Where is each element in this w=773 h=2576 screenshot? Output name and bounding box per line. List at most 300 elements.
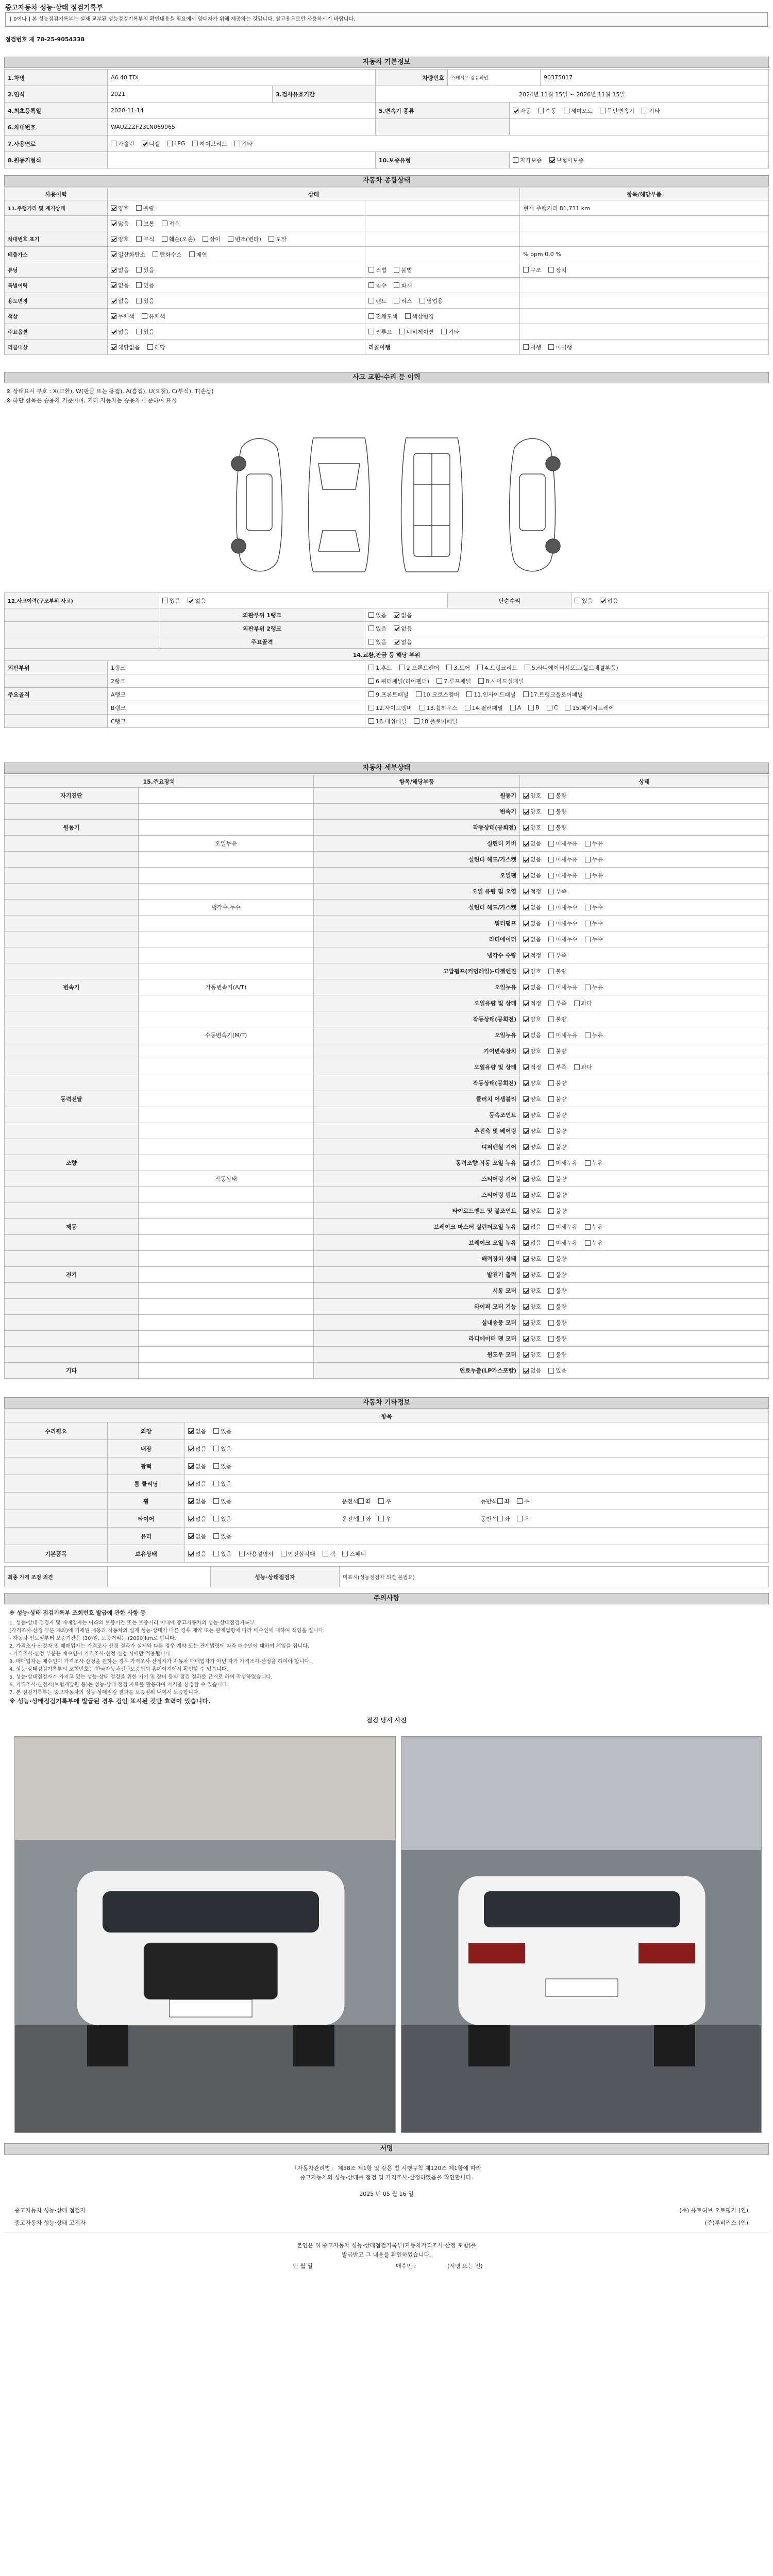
- checkbox-option[interactable]: 없음: [188, 1462, 206, 1470]
- state-row: [4, 216, 769, 231]
- detail-row: 실린더 헤드/가스켓 없음 미세누유 누유: [4, 852, 769, 868]
- detail-row: 라디에이터 팬 모터 양호 불량: [4, 1331, 769, 1347]
- section-cautions: 주의사항: [4, 1593, 769, 1604]
- checkbox-option[interactable]: 불량: [548, 1350, 566, 1359]
- checkbox-option[interactable]: 14.필러패널: [465, 704, 503, 712]
- section-other-info: 자동차 기타정보: [4, 1397, 769, 1409]
- pricer-label: 중고자동차 성능·상태 고지자: [14, 2219, 86, 2226]
- checkbox-option[interactable]: A: [510, 704, 522, 711]
- checkbox-option[interactable]: 미세누유: [548, 871, 578, 879]
- checkbox-option[interactable]: 있음: [575, 597, 593, 605]
- checkbox-option[interactable]: 가솔린: [111, 140, 135, 148]
- checkbox-option[interactable]: 잭: [323, 1550, 335, 1558]
- pricer-sign: (주)루비커스 (인): [704, 2219, 748, 2226]
- checkbox-option[interactable]: 부족: [548, 887, 566, 895]
- checkbox-option[interactable]: 장치: [548, 266, 566, 274]
- detail-row: 냉각수 수량 적정 부족: [4, 947, 769, 963]
- detail-row: 윈도우 모터 양호 불량: [4, 1347, 769, 1363]
- checkbox-option[interactable]: 미세누유: [548, 1223, 578, 1231]
- detail-row: 조향 동력조향 작동 오일 누유 없음 미세누유 누유: [4, 1155, 769, 1171]
- checkbox-option[interactable]: 불량: [548, 1047, 566, 1055]
- checkbox-option[interactable]: 없음: [523, 1223, 541, 1231]
- cautions-head: ※ 성능·상태 점검기록부 조회번호 발급에 관한 사항 등: [9, 1609, 146, 1616]
- checkbox-option[interactable]: 없음: [188, 1532, 206, 1540]
- checkbox-option[interactable]: 미세누유: [548, 855, 578, 863]
- detail-row: 수동변속기(M/T) 오일누유 없음 미세누유 누유: [4, 1027, 769, 1043]
- checkbox-option[interactable]: 썬루프: [368, 328, 392, 336]
- checkbox-option[interactable]: 없음: [523, 919, 541, 927]
- photo-title: 점검 당시 사진: [366, 1717, 407, 1724]
- checkbox-option[interactable]: 기타: [441, 328, 459, 336]
- detail-row: 자기진단 원동기 양호 불량: [4, 788, 769, 804]
- checkbox-option[interactable]: 없음: [188, 1427, 206, 1435]
- detail-row: 브레이크 오일 누유 없음 미세누유 누유: [4, 1235, 769, 1251]
- receipt-line2: 발급받고 그 내용을 확인하였습니다.: [342, 2251, 431, 2258]
- checkbox-option[interactable]: 불법: [394, 266, 412, 274]
- doc-number: 점검번호 제 78-25-9054338: [5, 36, 85, 43]
- checkbox-option[interactable]: 9.프론트패널: [368, 690, 409, 699]
- detail-row: 변속기 양호 불량: [4, 804, 769, 820]
- other-row: 기본품목 보유상태 없음 있음 사용설명서 안전삼각대 잭 스패너: [4, 1545, 769, 1563]
- checkbox-option[interactable]: 자동: [513, 107, 531, 115]
- checkbox-option[interactable]: 기타: [234, 140, 253, 148]
- detail-row: 작동상태(공회전) 양호 불량: [4, 1075, 769, 1091]
- detail-row: 배력장치 상태 양호 불량: [4, 1251, 769, 1267]
- checkbox-option[interactable]: 누수: [585, 919, 603, 927]
- checkbox-option[interactable]: 불량: [548, 1191, 566, 1199]
- checkbox-option[interactable]: 없음: [111, 266, 129, 274]
- checkbox-option[interactable]: C: [547, 704, 558, 711]
- checkbox-option[interactable]: 없음: [111, 281, 129, 290]
- checkbox-option[interactable]: 있음: [213, 1445, 231, 1453]
- checkbox-option[interactable]: 보통: [136, 219, 154, 228]
- detail-row: 작동상태(공회전) 양호 불량: [4, 1011, 769, 1027]
- checkbox-option[interactable]: 누유: [585, 1239, 603, 1247]
- state-row: 11.주행거리 및 계기상태 양호 불량 현재 주행거리 81,731 km: [4, 200, 769, 216]
- detail-row: 기타 연료누출(LP가스포함) 없음 있음: [4, 1363, 769, 1379]
- detail-row: 실내송풍 모터 양호 불량: [4, 1315, 769, 1331]
- checkbox-option[interactable]: 있음: [213, 1497, 231, 1505]
- car-photo-front: [14, 1736, 396, 2133]
- state-row: 용도변경 없음 있음 렌트 리스 영업용: [4, 293, 769, 309]
- caution-line: 5. 성능·상태점검자가 가지고 있는 성능·상태 점검을 위한 기기 및 장비 등의 점검 결과를 근거로 하여 작성하였습니다.: [9, 1674, 273, 1680]
- state-row: 차대번호 표기 양호 부식 훼손(오손) 상이 변조(변타) 도말: [4, 231, 769, 247]
- detail-row: 라디에이터 없음 미세누수 누수: [4, 931, 769, 947]
- car-photo-rear: [401, 1736, 762, 2133]
- checkbox-option[interactable]: 3.도어: [446, 664, 470, 672]
- checkbox-option[interactable]: 양호: [523, 1286, 541, 1295]
- checkbox-option[interactable]: 양호: [523, 791, 541, 800]
- checkbox-option[interactable]: 적정: [523, 1063, 541, 1071]
- checkbox-option[interactable]: 있음: [136, 281, 154, 290]
- detail-row: 타이로드엔드 및 볼조인트 양호 불량: [4, 1203, 769, 1219]
- other-row: 수리필요 외장 없음 있음: [4, 1422, 769, 1440]
- checkbox-option[interactable]: 변조(변타): [228, 235, 261, 243]
- checkbox-option[interactable]: 양호: [523, 1350, 541, 1359]
- checkbox-option[interactable]: 누유: [585, 855, 603, 863]
- checkbox-option[interactable]: 없음: [523, 871, 541, 879]
- checkbox-option[interactable]: 하이브리드: [192, 140, 227, 148]
- checkbox-option[interactable]: 불량: [548, 967, 566, 975]
- checkbox-option[interactable]: LPG: [167, 140, 185, 147]
- checkbox-option[interactable]: 디젤: [142, 140, 160, 148]
- detail-row: 추진축 및 베어링 양호 불량: [4, 1123, 769, 1139]
- checkbox-option[interactable]: 불량: [548, 1143, 566, 1151]
- checkbox-option[interactable]: 6.쿼터패널(리어펜더): [368, 677, 429, 685]
- checkbox-option[interactable]: 양호: [523, 1270, 541, 1279]
- checkbox-option[interactable]: 17.트렁크플로어패널: [523, 690, 583, 699]
- checkbox-option[interactable]: 좌: [497, 1515, 510, 1523]
- checkbox-option[interactable]: 없음: [523, 1366, 541, 1375]
- checkbox-option[interactable]: 일산화탄소: [111, 250, 145, 259]
- checkbox-option[interactable]: 양호: [523, 1175, 541, 1183]
- checkbox-option[interactable]: 양호: [523, 1047, 541, 1055]
- checkbox-option[interactable]: B: [528, 704, 540, 711]
- checkbox-option[interactable]: 불량: [548, 1175, 566, 1183]
- checkbox-option[interactable]: 18.플로어패널: [414, 717, 458, 725]
- checkbox-option[interactable]: 보험사보증: [549, 156, 584, 164]
- checkbox-option[interactable]: 7.루프패널: [436, 677, 471, 685]
- checkbox-option[interactable]: 누유: [585, 839, 603, 848]
- checkbox-option[interactable]: 세미오토: [564, 107, 593, 115]
- receipt-date: 년 월 일: [293, 2263, 313, 2269]
- basic-info-table: 1.차명 A6 40 TDI 차량번호 스페시프 컴퓨피언 90375017 2.연식 2021 3.검사유효기간 2024년 11월 15일 ~ 2026년 11월 15일 4.최초등록일 2020-11-14 5.변속기 종류 자동 수동 세미오토 무단변속기 기타 6.차대번호 WAUZZZF23LN069965 7.사용연료 가솔린 디젤 LPG 하이브리드 기타 8.원동기형식 10.보증유형 자가보증 보험사보증: [4, 69, 769, 168]
- checkbox-option[interactable]: 양호: [523, 1079, 541, 1087]
- inspector-label: 중고자동차 성능·상태 점검자: [14, 2207, 86, 2214]
- checkbox-option[interactable]: 있음: [213, 1550, 231, 1558]
- buyer-label: 매수인 :: [396, 2263, 416, 2269]
- checkbox-option[interactable]: 미세누수: [548, 919, 578, 927]
- checkbox-option[interactable]: 미세누유: [548, 839, 578, 848]
- checkbox-option[interactable]: 무채색: [111, 312, 135, 320]
- section-overall-state: 자동차 종합상태: [4, 175, 769, 187]
- checkbox-option[interactable]: 16.대쉬패널: [368, 717, 407, 725]
- other-row: 타이어 없음 있음 운전석 좌 우 동반석 좌 우: [4, 1510, 769, 1528]
- checkbox-option[interactable]: 불량: [548, 1286, 566, 1295]
- checkbox-option[interactable]: 없음: [523, 983, 541, 991]
- checkbox-option[interactable]: 있음: [368, 638, 386, 646]
- state-row: 주요옵션 없음 있음 썬루프 네비게이션 기타: [4, 324, 769, 340]
- checkbox-option[interactable]: 우: [517, 1515, 530, 1523]
- checkbox-option[interactable]: 양호: [523, 1095, 541, 1103]
- caution-line: - 자동차 인도일부터 보증기간은 (30)일, 보증거리는 (2000)km로 합니다.: [9, 1636, 176, 1641]
- state-row: 배출가스 일산화탄소 탄화수소 매연 % ppm 0.0 %: [4, 247, 769, 262]
- caution-line: 2. 가격조사·산정자 및 매매업자는 가격조사·산정 결과가 실제와 다른 경우 계약 또는 관계법령에 따라 매수인에 대하여 책임을 집니다.: [9, 1643, 309, 1649]
- checkbox-option[interactable]: 탄화수소: [153, 250, 182, 259]
- checkbox-option[interactable]: 15.패키지트레이: [565, 704, 614, 712]
- checkbox-option[interactable]: 양호: [523, 967, 541, 975]
- other-row: 광택 없음 있음: [4, 1458, 769, 1475]
- checkbox-option[interactable]: 있음: [213, 1480, 231, 1488]
- detail-row: 오일팬 없음 미세누유 누유: [4, 868, 769, 884]
- checkbox-option[interactable]: 상이: [203, 235, 221, 243]
- checkbox-option[interactable]: 불량: [548, 1270, 566, 1279]
- other-row: 유리 없음 있음: [4, 1528, 769, 1545]
- checkbox-option[interactable]: 좌: [358, 1515, 371, 1523]
- checkbox-option[interactable]: 양호: [523, 1015, 541, 1023]
- caution-line: 7. 본 점검기록부는 중고자동차의 성능·상태점검 결과를 보증범위 내에서 보증합니다.: [9, 1690, 200, 1696]
- checkbox-option[interactable]: 13.휠하우스: [419, 704, 458, 712]
- checkbox-option[interactable]: 없음: [111, 297, 129, 305]
- checkbox-option[interactable]: 부족: [548, 951, 566, 959]
- checkbox-option[interactable]: 렌트: [368, 297, 386, 305]
- checkbox-option[interactable]: 없음: [188, 1515, 206, 1523]
- detail-row: 고압펌프(커먼레일)-디젤엔진 양호 불량: [4, 963, 769, 979]
- checkbox-option[interactable]: 있음: [162, 597, 180, 605]
- checkbox-option[interactable]: 5.라디에이터서포트(볼트체결부품): [525, 664, 618, 672]
- checkbox-option[interactable]: 누유: [585, 871, 603, 879]
- checkbox-option[interactable]: 없음: [394, 611, 412, 619]
- checkbox-option[interactable]: 불량: [548, 1207, 566, 1215]
- checkbox-option[interactable]: 우: [378, 1515, 391, 1523]
- checkbox-option[interactable]: 미세누유: [548, 1031, 578, 1039]
- checkbox-option[interactable]: 불량: [548, 1318, 566, 1327]
- sign-line1: 「자동차관리법」 제58조 제1항 및 같은 법 시행규칙 제120조 제1항에 따라: [291, 2165, 482, 2172]
- checkbox-option[interactable]: 우: [517, 1497, 530, 1505]
- detail-row: 워터펌프 없음 미세누수 누수: [4, 916, 769, 931]
- detail-row: 오일유량 및 상태 적정 부족 과다: [4, 995, 769, 1011]
- detail-row: 와이퍼 모터 기능 양호 불량: [4, 1299, 769, 1315]
- other-row: 내장 없음 있음: [4, 1440, 769, 1458]
- section-basic-info: 자동차 기본정보: [4, 57, 769, 68]
- checkbox-option[interactable]: 누유: [585, 1031, 603, 1039]
- detail-row: 스티어링 펌프 양호 불량: [4, 1187, 769, 1203]
- checkbox-option[interactable]: 양호: [523, 807, 541, 816]
- checkbox-option[interactable]: 불량: [548, 1127, 566, 1135]
- checkbox-option[interactable]: 양호: [523, 1255, 541, 1263]
- checkbox-option[interactable]: 불량: [548, 1015, 566, 1023]
- checkbox-option[interactable]: 2.프론트펜더: [399, 664, 440, 672]
- checkbox-option[interactable]: 없음: [111, 328, 129, 336]
- state-row: 특별이력 없음 있음 침수 화재: [4, 278, 769, 293]
- checkbox-option[interactable]: 없음: [523, 1159, 541, 1167]
- checkbox-option[interactable]: 해당없음: [111, 343, 140, 351]
- checkbox-option[interactable]: 리스: [394, 297, 412, 305]
- checkbox-option[interactable]: 11.인사이드패널: [466, 690, 515, 699]
- checkbox-option[interactable]: 누유: [585, 1223, 603, 1231]
- checkbox-option[interactable]: 적법: [368, 266, 386, 274]
- checkbox-option[interactable]: 없음: [523, 839, 541, 848]
- checkbox-option[interactable]: 침수: [368, 281, 386, 290]
- checkbox-option[interactable]: 누유: [585, 983, 603, 991]
- section-accident-history: 사고 교환·수리 등 이력: [4, 372, 769, 383]
- checkbox-option[interactable]: 미세누유: [548, 1239, 578, 1247]
- checkbox-option[interactable]: 적정: [523, 999, 541, 1007]
- checkbox-option[interactable]: 양호: [523, 1207, 541, 1215]
- other-row: 휠 없음 있음 운전석 좌 우 동반석 좌 우: [4, 1493, 769, 1510]
- caution-line: 6. 가격조사·산정자(보험개발원 등)는 성능·상태 점검 자료를 활용하여 가격을 산정할 수 있습니다.: [9, 1682, 229, 1688]
- checkbox-option[interactable]: 부식: [136, 235, 154, 243]
- checkbox-option[interactable]: 8.사이드실패널: [478, 677, 524, 685]
- checkbox-option[interactable]: 없음: [188, 1480, 206, 1488]
- checkbox-option[interactable]: 양호: [523, 1143, 541, 1151]
- checkbox-option[interactable]: 없음: [523, 855, 541, 863]
- notice-text: [ 0이나 ] 본 성능점검기록부는 실제 교부된 성능점검기록부의 확인내용을 필요에서 양대자가 위해 제공하는 것입니다. 참고용으로만 사용하시기 바랍니다.: [5, 12, 768, 27]
- sign-line2: 중고자동차의 성능·상태를 점검 및 가격조사·산정하였음을 확인합니다.: [299, 2174, 474, 2181]
- checkbox-option[interactable]: 양호: [523, 1127, 541, 1135]
- checkbox-option[interactable]: 없음: [188, 1445, 206, 1453]
- checkbox-option[interactable]: 있음: [213, 1532, 231, 1540]
- receipt-line1: 본인은 위 중고자동차 성능·상태점검기록부(자동차가격조사·산정 포함)를: [296, 2242, 477, 2249]
- checkbox-option[interactable]: 미이행: [548, 343, 572, 351]
- other-row: 룸 클리닝 없음 있음: [4, 1475, 769, 1493]
- checkbox-option[interactable]: 적정: [523, 951, 541, 959]
- checkbox-option[interactable]: 부족: [548, 999, 566, 1007]
- checkbox-option[interactable]: 없음: [188, 1550, 206, 1558]
- checkbox-option[interactable]: 불량: [548, 823, 566, 832]
- checkbox-option[interactable]: 없음: [523, 935, 541, 943]
- checkbox-option[interactable]: 훼손(오손): [162, 235, 195, 243]
- state-row: 튜닝 없음 있음 적법 불법 구조 장치: [4, 262, 769, 278]
- cautions-footer: ※ 성능·상태점검기록부에 발급된 경우 검인 표시된 것만 효력이 있습니다.: [9, 1698, 211, 1705]
- checkbox-option[interactable]: 영업용: [419, 297, 443, 305]
- checkbox-option[interactable]: 자가보증: [513, 156, 542, 164]
- checkbox-option[interactable]: 무단변속기: [600, 107, 634, 115]
- checkbox-option[interactable]: 도말: [268, 235, 287, 243]
- checkbox-option[interactable]: 좌: [358, 1497, 371, 1505]
- checkbox-option[interactable]: 불량: [548, 807, 566, 816]
- accident-table: 12.사고이력(구조부위 사고) 있음 없음 단순수리 있음 없음 외판부위 1랭크 있음 없음 외판부위 2랭크 있음 없음 주요골격 있음 없음 14.교환,판금 등 해당 부위 외판부위 1랭크 1.후드 2.프론트펜더 3.도어 4.트렁크리드 5.라디에이터서포트(볼트체결부품) 2랭크 6.쿼터패널(리어펜더) 7.루프패널 8.사이드실패널 주요골격 A랭크 9.프론트패널 10.크로스멤버 11.인사이드패널 17.트렁크플로어패널 B랭크 12.사이드멤버 13.휠하우스 14.필러패널 A B C 15.패키지트레이 C랭크 16.대쉬패널 18.플로어패널: [4, 592, 769, 728]
- notice-title: 중고자동차 성능·상태 점검기록부: [5, 4, 103, 12]
- detail-row: 오일유량 및 상태 적정 부족 과다: [4, 1059, 769, 1075]
- legend: ※ 상태표시 부호 : X(교환), W(판금 또는 용접), A(흠집), U(요철), C(부식), T(손상): [6, 388, 214, 395]
- checkbox-option[interactable]: 화재: [394, 281, 412, 290]
- checkbox-option[interactable]: 양호: [523, 1318, 541, 1327]
- caution-line: 3. 매매업자는 매수인이 가격조사·산정을 원하는 경우 가격조사·산정자가 자동차 매매업자가 아닌 자가 가격조사·산정을 하여야 합니다.: [9, 1659, 311, 1665]
- caution-line: 4. 성능·상태점검기록부의 조회번호는 한국자동차진단보증협회 홈페이지에서 확인할 수 있습니다.: [9, 1667, 228, 1672]
- checkbox-option[interactable]: 불량: [548, 1302, 566, 1311]
- inspector-sign: (주) 유토허브 오토평가 (인): [679, 2207, 748, 2214]
- checkbox-option[interactable]: 미세누유: [548, 1159, 578, 1167]
- other-info-table: 항목 수리필요 외장 없음 있음 내장 없음 있음 광택 없음 있음 룸 클리닝 없음 있음 휠 없음 있음 운전석 좌 우 동반석 좌 우 타이어 없음 있음 운전석 좌 우 동반석 좌 우 유리 없음 있음 기본품목 보유상태 없음 있음 사용설명서 안전삼각대 잭 스패너: [4, 1410, 769, 1563]
- checkbox-option[interactable]: 있음: [213, 1515, 231, 1523]
- checkbox-option[interactable]: 불량: [548, 1255, 566, 1263]
- checkbox-option[interactable]: 양호: [523, 823, 541, 832]
- checkbox-option[interactable]: 양호: [523, 1334, 541, 1343]
- checkbox-option[interactable]: 적정: [523, 887, 541, 895]
- legend-note: ※ 하단 항목은 승용차 기준이며, 기타 자동차는 승용차에 준하여 표시: [6, 397, 177, 404]
- checkbox-option[interactable]: 있음: [136, 297, 154, 305]
- detail-row: 원동기 작동상태(공회전) 양호 불량: [4, 820, 769, 836]
- detail-row: 작동상태 스티어링 기어 양호 불량: [4, 1171, 769, 1187]
- checkbox-option[interactable]: 색상변경: [405, 312, 434, 320]
- checkbox-option[interactable]: 누수: [585, 935, 603, 943]
- checkbox-option[interactable]: 네비게이션: [399, 328, 434, 336]
- checkbox-option[interactable]: 1.후드: [368, 664, 392, 672]
- checkbox-option[interactable]: 없음: [394, 624, 412, 633]
- checkbox-option[interactable]: 양호: [523, 1191, 541, 1199]
- detail-row: 오일 유량 및 오염 적정 부족: [4, 884, 769, 900]
- checkbox-option[interactable]: 불량: [136, 204, 154, 212]
- checkbox-option[interactable]: 미세누유: [548, 983, 578, 991]
- checkbox-option[interactable]: 없음: [188, 597, 206, 605]
- checkbox-option[interactable]: 12.사이드멤버: [368, 704, 412, 712]
- checkbox-option[interactable]: 전체도색: [368, 312, 398, 320]
- checkbox-option[interactable]: 양호: [523, 1111, 541, 1119]
- checkbox-option[interactable]: 기타: [642, 107, 660, 115]
- state-row: 리콜대상 해당없음 해당 리콜이행 이행 미이행: [4, 340, 769, 355]
- checkbox-option[interactable]: 미세누수: [548, 903, 578, 911]
- checkbox-option[interactable]: 부족: [548, 1063, 566, 1071]
- checkbox-option[interactable]: 양호: [111, 204, 129, 212]
- checkbox-option[interactable]: 불량: [548, 1079, 566, 1087]
- price-table: 최종 가격 조정 의견 성능·상태점검자 미표시(성능점검자 의견 불필요): [4, 1566, 769, 1587]
- detail-row: 등속조인트 양호 불량: [4, 1107, 769, 1123]
- detail-row: 제동 브레이크 마스터 실린더오일 누유 없음 미세누유 누유: [4, 1219, 769, 1235]
- checkbox-option[interactable]: 있음: [136, 266, 154, 274]
- checkbox-option[interactable]: 안전삼각대: [281, 1550, 315, 1558]
- checkbox-option[interactable]: 있음: [213, 1462, 231, 1470]
- state-row: 색상 무채색 유채색 전체도색 색상변경: [4, 309, 769, 324]
- checkbox-option[interactable]: 매연: [189, 250, 207, 259]
- checkbox-option[interactable]: 없음: [188, 1497, 206, 1505]
- checkbox-option[interactable]: 있음: [548, 1366, 566, 1375]
- checkbox-option[interactable]: 불량: [548, 791, 566, 800]
- checkbox-option[interactable]: 과다: [574, 999, 592, 1007]
- detail-row: 냉각수 누수 실린더 헤드/가스켓 없음 미세누수 누수: [4, 900, 769, 916]
- caution-line: 1. 성능·상태 점검자 및 매매업자는 아래의 보증기간 또는 보증거리 이내에 중고자동차의 성능·상태점검기록부: [9, 1620, 255, 1626]
- checkbox-option[interactable]: 불량: [548, 1095, 566, 1103]
- checkbox-option[interactable]: 있음: [213, 1427, 231, 1435]
- checkbox-option[interactable]: 없음: [394, 638, 412, 646]
- overall-state-table: 사용이력 상태 항목/해당부품 11.주행거리 및 계기상태 양호 불량 현재 주행거리 81,731 km 많음 보통 적음 차대번호 표기 양호 부식 훼손(오손) 상이 변조(변타) 도말 배출가스 일산화탄소 탄화수소 매연 % ppm 0.0 % 튜닝 없음 있음 적법 불법 구조 장치 특별이력 없음 있음 침수 화재 용도변경 없음 있음 렌트 리스 영업용 색상 무채색 유채색 전체도색 색상변경 주요옵션 없음 있음 썬루프 네비게이션 기타 리콜대상 해당없음 해당 리콜이행 이행 미이행: [4, 188, 769, 355]
- checkbox-option[interactable]: 없음: [523, 903, 541, 911]
- checkbox-option[interactable]: 있음: [368, 624, 386, 633]
- detail-row: 전기 발전기 출력 양호 불량: [4, 1267, 769, 1283]
- checkbox-option[interactable]: 누유: [585, 1159, 603, 1167]
- sign-date: 2025 년 05 월 16 일: [359, 2191, 414, 2197]
- checkbox-option[interactable]: 과다: [574, 1063, 592, 1071]
- checkbox-option[interactable]: 사용설명서: [239, 1550, 274, 1558]
- checkbox-option[interactable]: 해당: [147, 343, 165, 351]
- buyer-sign: (서명 또는 인): [447, 2263, 483, 2269]
- checkbox-option[interactable]: 양호: [111, 235, 129, 243]
- checkbox-option[interactable]: 수동: [538, 107, 556, 115]
- checkbox-option[interactable]: 없음: [523, 1031, 541, 1039]
- checkbox-option[interactable]: 불량: [548, 1334, 566, 1343]
- checkbox-option[interactable]: 적음: [162, 219, 180, 228]
- caution-line: - 가격조사·산정 부분은 매수인이 가격조사·산정 신청 시에만 적용됩니다.: [9, 1651, 172, 1657]
- checkbox-option[interactable]: 구조: [523, 266, 541, 274]
- checkbox-option[interactable]: 누수: [585, 903, 603, 911]
- checkbox-option[interactable]: 불량: [548, 1111, 566, 1119]
- detail-row: 변속기 자동변속기(A/T) 오일누유 없음 미세누유 누유: [4, 979, 769, 995]
- detail-row: 디퍼렌셜 기어 양호 불량: [4, 1139, 769, 1155]
- detail-row: 동력전달 클러치 어셈블리 양호 불량: [4, 1091, 769, 1107]
- detail-state-table: 15.주요장치 항목/해당부품 상태 자기진단 원동기 양호 불량 변속기 양호 불량 원동기 작동상태(공회전) 양호 불량 오일누유 실린더 커버 없음 미세누유 누유 실린더 헤드/가스켓 없음 미세누유 누유 오일팬 없음 미세누유 누유 오일 유량 및 오염 적정 부족 냉각수 누수 실린더 헤드/가스켓 없음 미세누수 누수 워터펌프 없음 미세누수 누수 라디에이터 없음 미세누수 누수 냉각수 수량 적정 부족 고압펌프(커먼레일)-디젤엔진 양호 불량 변속기 자동변속기(A/T) 오일누유 없음 미세누유 누유 오일유량 및 상태 적정 부족 과다 작동상태(공회전) 양호 불량 수동변속기(M/T) 오일누유 없음 미세누유 누유 기어변속장치 양호 불량 오일유량 및 상태 적정 부족 과다 작동상태(공회전) 양호 불량 동력전달 클러치 어셈블리 양호 불량 등속조인트 양호 불량 추진축 및 베어링 양호 불량 디퍼렌셜 기어 양호 불량 조향 동력조향 작동 오일 누유 없음 미세누유 누유 작동상태 스티어링 기어 양호 불량 스티어링 펌프 양호 불량 타이로드엔드 및 볼조인트 양호 불량 제동 브레이크 마스터 실린더오일 누유 없음 미세누유 누유 브레이크 오일 누유 없음 미세누유 누유 배력장치 상태 양호 불량 전기 발전기 출력 양호 불량 시동 모터 양호 불량 와이퍼 모터 기능 양호 불량 실내송풍 모터 양호 불량 라디에이터 팬 모터 양호 불량 윈도우 모터 양호 불량 기타 연료누출(LP가스포함) 없음 있음: [4, 775, 769, 1379]
- caution-line: (가격조사·산정 부분 제외)에 기재된 내용과 자동차의 실제 성능·상태가 다른 경우 계약 또는 관계법령에 따라 매수인에 대하여 책임을 집니다.: [9, 1628, 325, 1634]
- checkbox-option[interactable]: 많음: [111, 219, 129, 228]
- checkbox-option[interactable]: 우: [378, 1497, 391, 1505]
- detail-row: 기어변속장치 양호 불량: [4, 1043, 769, 1059]
- checkbox-option[interactable]: 있음: [136, 328, 154, 336]
- checkbox-option[interactable]: 4.트렁크리드: [477, 664, 517, 672]
- checkbox-option[interactable]: 양호: [523, 1302, 541, 1311]
- checkbox-option[interactable]: 없음: [523, 1239, 541, 1247]
- section-detail-state: 자동차 세부상태: [4, 762, 769, 774]
- checkbox-option[interactable]: 있음: [368, 611, 386, 619]
- detail-row: 오일누유 실린더 커버 없음 미세누유 누유: [4, 836, 769, 852]
- checkbox-option[interactable]: 좌: [497, 1497, 510, 1505]
- checkbox-option[interactable]: 유채색: [142, 312, 165, 320]
- detail-row: 시동 모터 양호 불량: [4, 1283, 769, 1299]
- checkbox-option[interactable]: 이행: [523, 343, 541, 351]
- checkbox-option[interactable]: 스패너: [342, 1550, 366, 1558]
- car-diagram: [221, 428, 571, 582]
- checkbox-option[interactable]: 미세누수: [548, 935, 578, 943]
- checkbox-option[interactable]: 없음: [600, 597, 618, 605]
- checkbox-option[interactable]: 10.크로스멤버: [416, 690, 460, 699]
